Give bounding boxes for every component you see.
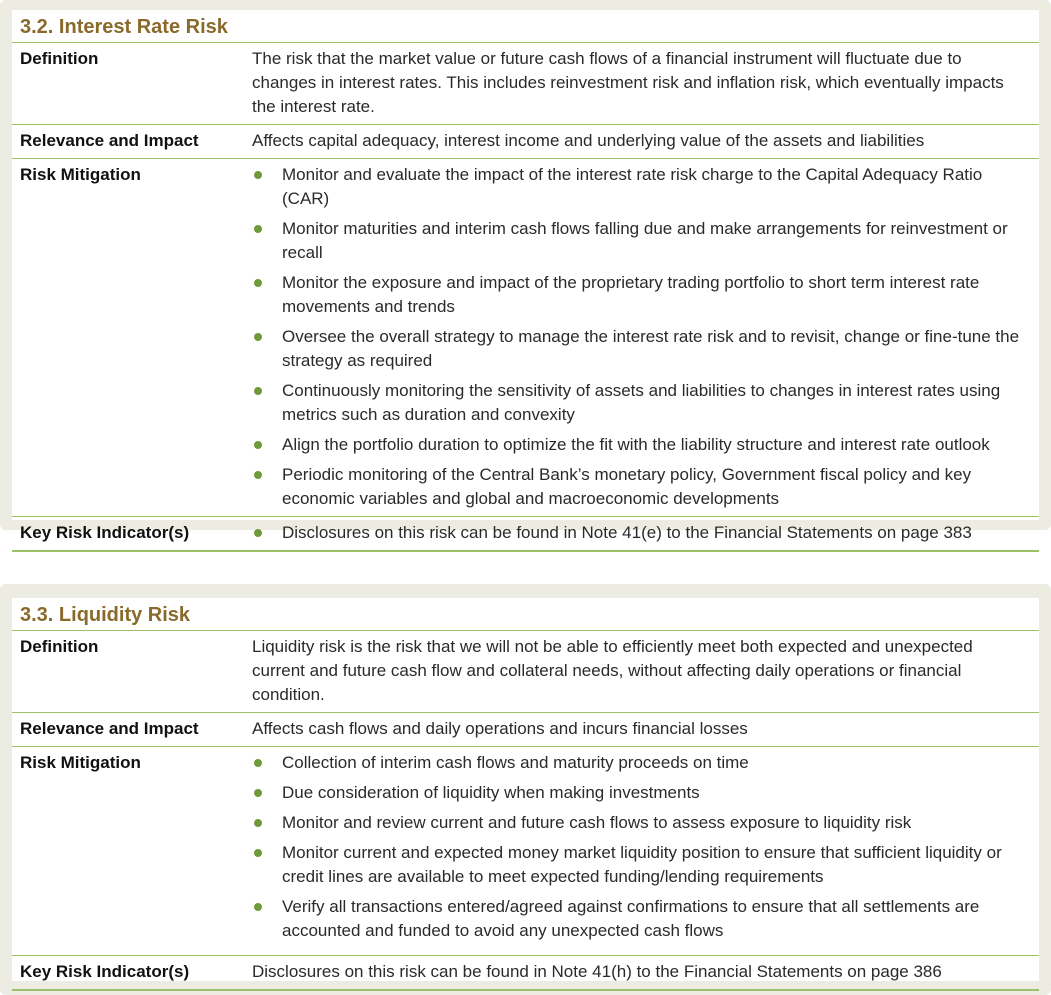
bullet-dot-icon: [254, 171, 262, 179]
relevance-label: Relevance and Impact: [20, 131, 199, 150]
row-risk-mitigation: [12, 747, 1039, 956]
kri-list: [252, 521, 1027, 545]
list-item: Monitor the exposure and impact of the proprietary trading portfolio to short term interest rate movements and trends: [252, 271, 1027, 319]
mitigation-list: [252, 751, 1027, 943]
kri-text: Disclosures on this risk can be found in Note 41(h) to the Financial Statements on page 386: [252, 962, 942, 981]
list-item: Monitor and review current and future cash flows to assess exposure to liquidity risk: [252, 811, 1027, 835]
bullet-dot-icon: [254, 225, 262, 233]
list-item: Oversee the overall strategy to manage the interest rate risk and to revisit, change or fine-tune the strategy as required: [252, 325, 1027, 373]
list-item: Periodic monitoring of the Central Bank’s monetary policy, Government fiscal policy and key economic variables and global and macroeconomic developments: [252, 463, 1027, 511]
mitigation-list: [252, 163, 1027, 511]
list-item: Verify all transactions entered/agreed against confirmations to ensure that all settlements are accounted and funded to avoid any unexpected cash flows: [252, 895, 1027, 943]
list-item: Collection of interim cash flows and maturity proceeds on time: [252, 751, 1027, 775]
bullet-dot-icon: [254, 441, 262, 449]
row-key-risk-indicators: [12, 956, 1039, 991]
bullet-dot-icon: [254, 333, 262, 341]
bullet-dot-icon: [254, 903, 262, 911]
list-item: Align the portfolio duration to optimize the fit with the liability structure and interest rate outlook: [252, 433, 1027, 457]
definition-label: Definition: [20, 49, 99, 68]
section-title-interest: 3.2. Interest Rate Risk: [12, 10, 1039, 43]
bullet-dot-icon: [254, 471, 262, 479]
liquidity-risk-card: [12, 598, 1039, 981]
bullet-dot-icon: [254, 387, 262, 395]
relevance-text: Affects capital adequacy, interest income and underlying value of the assets and liabilities: [252, 131, 925, 150]
row-relevance: [12, 125, 1039, 159]
kri-label: Key Risk Indicator(s): [20, 962, 190, 981]
definition-label: Definition: [20, 637, 99, 656]
list-item: Monitor maturities and interim cash flows falling due and make arrangements for reinvestment or recall: [252, 217, 1027, 265]
bullet-dot-icon: [254, 849, 262, 857]
mitigation-label: Risk Mitigation: [20, 165, 141, 184]
bullet-dot-icon: [254, 819, 262, 827]
bullet-dot-icon: [254, 279, 262, 287]
bullet-dot-icon: [254, 789, 262, 797]
row-key-risk-indicators: [12, 517, 1039, 552]
row-relevance: [12, 713, 1039, 747]
mitigation-label: Risk Mitigation: [20, 753, 141, 772]
relevance-label: Relevance and Impact: [20, 719, 199, 738]
relevance-text: Affects cash flows and daily operations and incurs financial losses: [252, 719, 748, 738]
list-item: Continuously monitoring the sensitivity of assets and liabilities to changes in interest rates using metrics such as duration and convexity: [252, 379, 1027, 427]
interest-rate-risk-card: [12, 10, 1039, 542]
row-risk-mitigation: [12, 159, 1039, 517]
definition-text: Liquidity risk is the risk that we will not be able to efficiently meet both expected and unexpected current and future cash flow and collateral needs, without affecting daily operations or financial condition.: [252, 637, 973, 704]
row-definition: [12, 43, 1039, 125]
kri-label: Key Risk Indicator(s): [20, 523, 190, 542]
list-item: Monitor and evaluate the impact of the interest rate risk charge to the Capital Adequacy Ratio (CAR): [252, 163, 1027, 211]
list-item: Disclosures on this risk can be found in Note 41(e) to the Financial Statements on page 383: [252, 521, 1027, 545]
section-title-liquidity: 3.3. Liquidity Risk: [12, 598, 1039, 631]
bullet-dot-icon: [254, 759, 262, 767]
list-item: Due consideration of liquidity when making investments: [252, 781, 1027, 805]
definition-text: The risk that the market value or future cash flows of a financial instrument will fluctuate due to changes in interest rates. This includes reinvestment risk and inflation risk, which eventually impacts the interest rate.: [252, 49, 1004, 116]
liquidity-risk-panel: [0, 584, 1051, 995]
bullet-dot-icon: [254, 529, 262, 537]
row-definition: [12, 631, 1039, 713]
list-item: Monitor current and expected money market liquidity position to ensure that sufficient liquidity or credit lines are available to meet expected funding/lending requirements: [252, 841, 1027, 889]
